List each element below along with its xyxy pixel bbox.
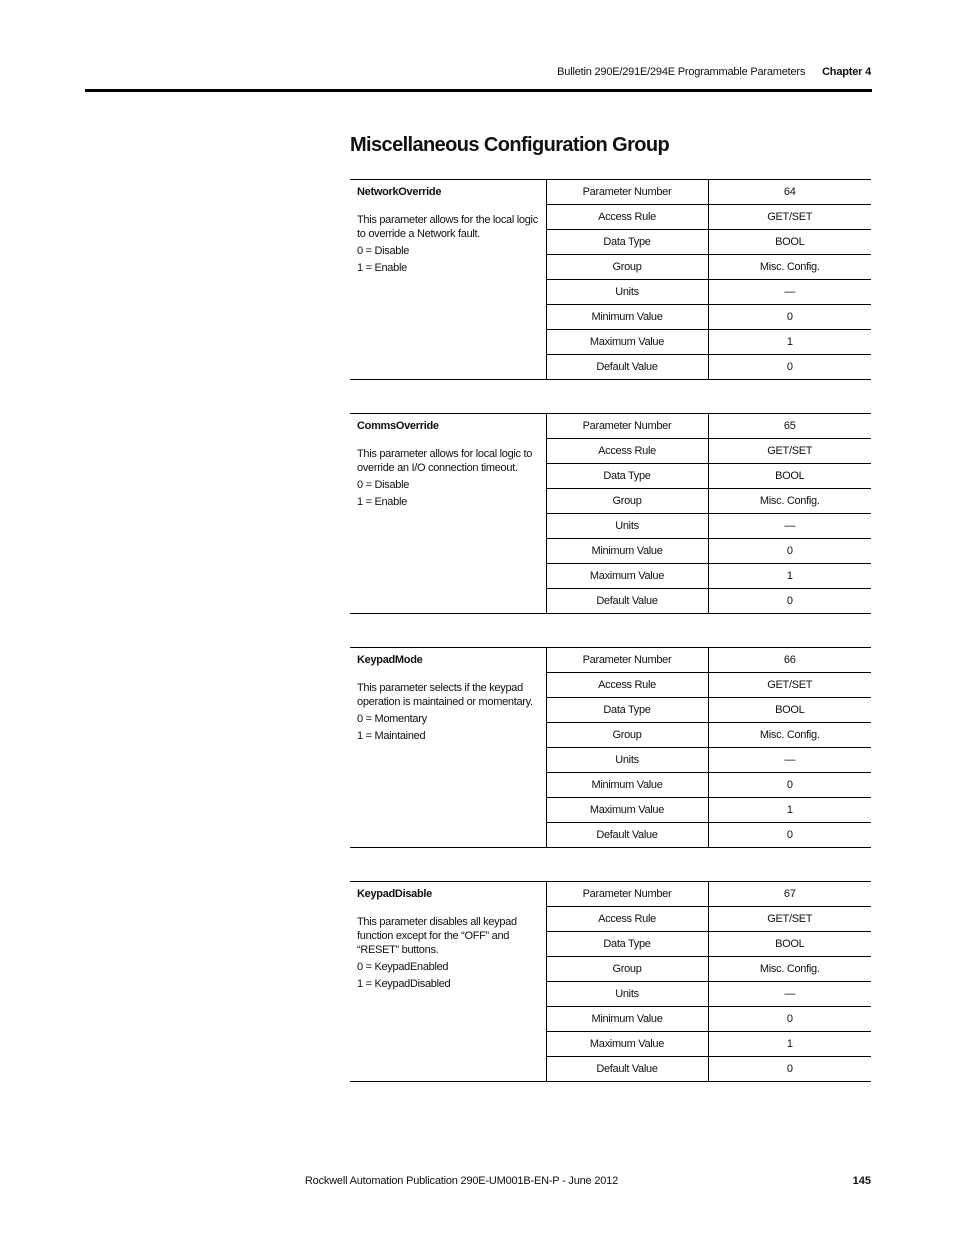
parameter-description: This parameter allows for local logic to override an I/O connection timeout. xyxy=(357,448,533,474)
running-header-title: Bulletin 290E/291E/294E Programmable Parameters xyxy=(557,66,806,78)
parameter-name: NetworkOverride xyxy=(357,186,442,198)
attribute-value: 0 xyxy=(786,361,793,373)
attribute-value: — xyxy=(708,982,871,1007)
attribute-value: — xyxy=(708,514,871,539)
attribute-value: 0 xyxy=(786,595,793,607)
attribute-label: Access Rule xyxy=(546,205,708,230)
attribute-value: 65 xyxy=(708,414,871,439)
parameter-option: 0 = Disable xyxy=(357,245,410,257)
parameter-description-cell xyxy=(350,882,546,1082)
parameter-description: This parameter allows for the local logic to override a Network fault. xyxy=(357,214,538,240)
attribute-label: Default Value xyxy=(546,1057,708,1082)
attribute-value: 66 xyxy=(708,648,871,673)
attribute-value: 0 xyxy=(708,773,871,798)
attribute-label: Maximum Value xyxy=(546,1032,708,1057)
header-rule xyxy=(85,89,872,92)
attribute-label: Maximum Value xyxy=(546,564,708,589)
attribute-label: Data Type xyxy=(546,932,708,957)
attribute-label: Default Value xyxy=(546,355,708,380)
parameter-option: 0 = KeypadEnabled xyxy=(357,961,449,973)
attribute-label: Units xyxy=(546,514,708,539)
attribute-value: GET/SET xyxy=(708,205,871,230)
attribute-label: Minimum Value xyxy=(546,305,708,330)
attribute-value: BOOL xyxy=(708,698,871,723)
attribute-label: Data Type xyxy=(546,698,708,723)
attribute-value: 0 xyxy=(708,305,871,330)
attribute-label: Access Rule xyxy=(546,907,708,932)
parameter-description-cell xyxy=(350,414,546,614)
parameter-description-cell xyxy=(350,648,546,848)
attribute-label: Default Value xyxy=(546,589,708,614)
attribute-label: Parameter Number xyxy=(546,882,708,907)
attribute-label: Access Rule xyxy=(546,673,708,698)
attribute-label: Maximum Value xyxy=(546,798,708,823)
attribute-value: 0 xyxy=(708,539,871,564)
parameter-option: 1 = KeypadDisabled xyxy=(357,978,451,990)
parameter-table-keypadmode xyxy=(350,647,871,848)
attribute-value: 1 xyxy=(708,330,871,355)
attribute-label: Maximum Value xyxy=(546,330,708,355)
attribute-value: Misc. Config. xyxy=(708,957,871,982)
section-title: Miscellaneous Configuration Group xyxy=(350,134,670,156)
attribute-label: Units xyxy=(546,748,708,773)
attribute-label: Group xyxy=(546,957,708,982)
parameter-description: This parameter disables all keypad function except for the “OFF” and “RESET” buttons. xyxy=(357,916,517,956)
attribute-label: Units xyxy=(546,280,708,305)
attribute-label: Units xyxy=(546,982,708,1007)
attribute-value: 67 xyxy=(708,882,871,907)
attribute-value: 0 xyxy=(786,1063,793,1075)
attribute-label: Default Value xyxy=(546,823,708,848)
parameter-option: 1 = Enable xyxy=(357,262,407,274)
parameter-description-cell xyxy=(350,180,546,380)
attribute-label: Group xyxy=(546,723,708,748)
attribute-label: Parameter Number xyxy=(546,648,708,673)
attribute-value: 0 xyxy=(708,1007,871,1032)
parameter-name: KeypadDisable xyxy=(357,888,432,900)
parameter-option: 0 = Disable xyxy=(357,479,410,491)
parameter-table-commsoverride xyxy=(350,413,871,614)
attribute-value: BOOL xyxy=(708,464,871,489)
attribute-label: Minimum Value xyxy=(546,1007,708,1032)
attribute-label: Data Type xyxy=(546,230,708,255)
attribute-label: Parameter Number xyxy=(546,180,708,205)
parameter-option: 1 = Maintained xyxy=(357,730,426,742)
attribute-label: Data Type xyxy=(546,464,708,489)
parameter-option: 1 = Enable xyxy=(357,496,407,508)
attribute-label: Group xyxy=(546,489,708,514)
parameter-name: KeypadMode xyxy=(357,654,423,666)
chapter-label: Chapter 4 xyxy=(822,66,871,78)
attribute-label: Group xyxy=(546,255,708,280)
attribute-label: Minimum Value xyxy=(546,539,708,564)
attribute-value: 0 xyxy=(786,829,793,841)
parameter-description: This parameter selects if the keypad operation is maintained or momentary. xyxy=(357,682,533,708)
attribute-value: GET/SET xyxy=(708,907,871,932)
attribute-value: Misc. Config. xyxy=(708,255,871,280)
attribute-value: 1 xyxy=(708,1032,871,1057)
attribute-value: — xyxy=(708,748,871,773)
footer-publication: Rockwell Automation Publication 290E-UM001B-EN-P - June 2012 xyxy=(304,1175,618,1187)
attribute-value: BOOL xyxy=(708,230,871,255)
attribute-label: Parameter Number xyxy=(546,414,708,439)
parameter-table-networkoverride xyxy=(350,179,871,380)
attribute-value: GET/SET xyxy=(708,439,871,464)
parameter-option: 0 = Momentary xyxy=(357,713,427,725)
attribute-label: Minimum Value xyxy=(546,773,708,798)
attribute-value: Misc. Config. xyxy=(708,723,871,748)
parameter-table-keypaddisable xyxy=(350,881,871,1082)
attribute-value: — xyxy=(708,280,871,305)
attribute-value: 1 xyxy=(708,798,871,823)
attribute-value: BOOL xyxy=(708,932,871,957)
running-header xyxy=(0,66,871,78)
attribute-label: Access Rule xyxy=(546,439,708,464)
attribute-value: GET/SET xyxy=(708,673,871,698)
attribute-value: 1 xyxy=(708,564,871,589)
parameter-name: CommsOverride xyxy=(357,420,439,432)
attribute-value: Misc. Config. xyxy=(708,489,871,514)
attribute-value: 64 xyxy=(708,180,871,205)
page-number: 145 xyxy=(852,1175,871,1187)
